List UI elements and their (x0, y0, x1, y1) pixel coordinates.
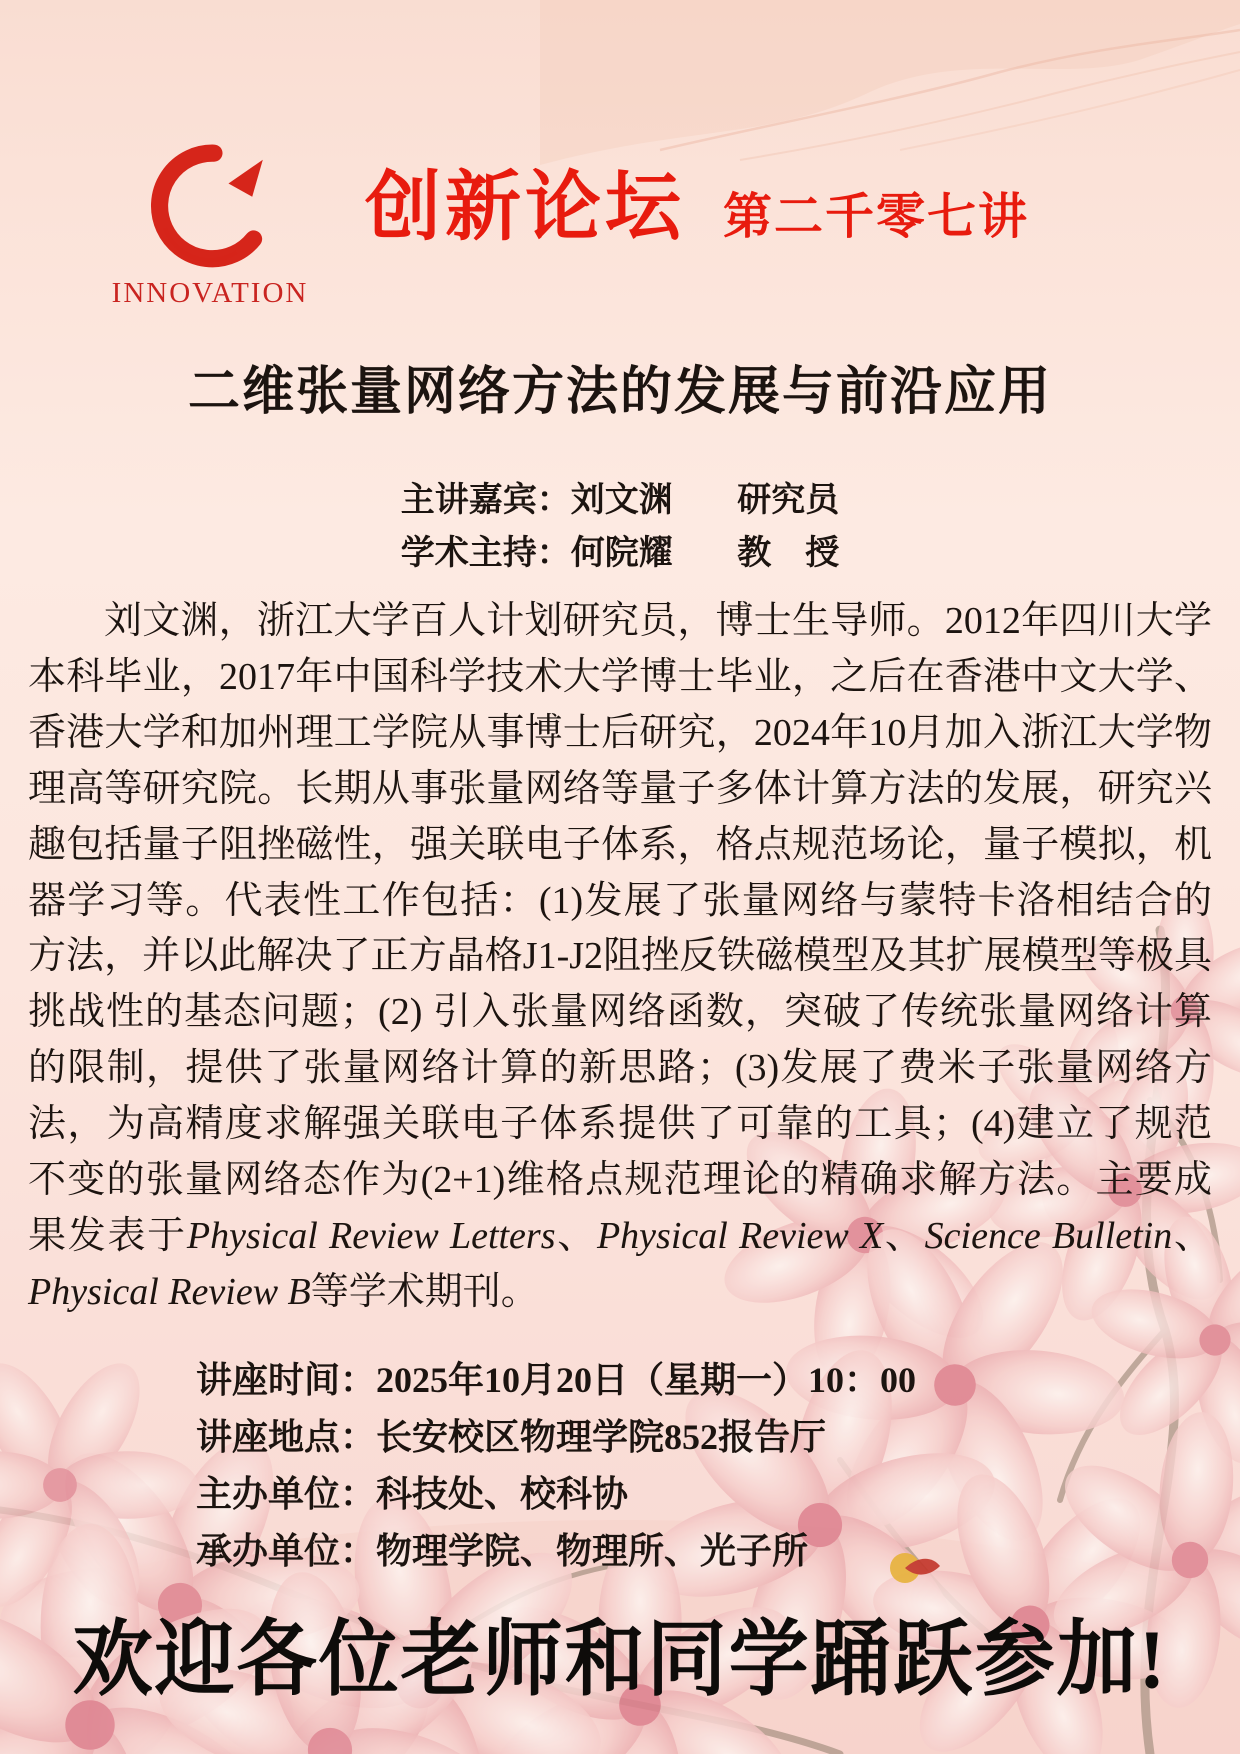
detail-row (196, 1352, 916, 1409)
bio-text: 、 (555, 1214, 597, 1257)
host-label: 学术主持： (400, 535, 571, 572)
innovation-brush-circle-icon (115, 136, 305, 268)
speaker-label: 主讲嘉宾： (400, 482, 571, 519)
detail-value: 物理学院、物理所、光子所 (376, 1531, 809, 1571)
innovation-logo-text: INNOVATION (111, 277, 309, 309)
journal-name: Physical Review X (596, 1214, 884, 1257)
journal-name: Physical Review Letters (186, 1214, 556, 1257)
journal-name: Physical Review B (28, 1270, 311, 1313)
detail-row (196, 1409, 916, 1466)
speaker-title: 研究员 (737, 482, 840, 519)
detail-label: 主办单位： (196, 1474, 377, 1514)
host-line (0, 527, 1240, 580)
detail-value: 科技处、校科协 (376, 1474, 629, 1514)
roles-block (0, 474, 1240, 580)
host-name: 何院耀 (570, 535, 673, 572)
detail-value: 2025年10月20日（星期一）10：00 (376, 1360, 917, 1400)
detail-value: 长安校区物理学院852报告厅 (376, 1417, 827, 1457)
lecture-title: 二维张量网络方法的发展与前沿应用 (187, 364, 1052, 421)
mountain-ridge-art (540, 0, 1240, 165)
innovation-logo (100, 136, 320, 310)
bio-paragraph (28, 594, 1212, 1321)
bio-text: 等学术期刊。 (310, 1270, 539, 1313)
detail-row (196, 1466, 916, 1523)
bio-text: 、 (1172, 1214, 1212, 1257)
welcome-banner: 欢迎各位老师和同学踊跃参加! (72, 1614, 1168, 1707)
detail-label: 承办单位： (196, 1531, 377, 1571)
detail-row (196, 1523, 916, 1580)
bio-text: 刘文渊，浙江大学百人计划研究员，博士生导师。2012年四川大学本科毕业，2017年中国科学技术大学博士毕业，之后在香港中文大学、香港大学和加州理工学院从事博士后研究，2024年10月加入浙江大学物理高等研究院。长期从事张量网络等量子多体计算方法的发展，研究兴趣包括量子阻挫磁性，强关联电子体系，格点规范场论，量子模拟，机器学习等。代表性工作包括：(1)发展了张量网络与蒙特卡洛相结合的方法，并以此解决了正方晶格J1-J2阻挫反铁磁模型及其扩展模型等极具挑战性的基态问题；(2) 引入张量网络函数，突破了传统张量网络计算的限制，提供了张量网络计算的新思路；(3)发展了费米子张量网络方法，为高精度求解强关联电子体系提供了可靠的工具；(4)建立了规范不变的张量网络态作为(2+1)维格点规范理论的精确求解方法。主要成果发表于 (28, 600, 1212, 1257)
forum-title: 创新论坛 (365, 165, 685, 250)
speaker-name: 刘文渊 (570, 482, 673, 519)
lecture-number: 第二千零七讲 (723, 190, 1030, 244)
lecture-details (196, 1352, 916, 1580)
journal-name: Science Bulletin (924, 1214, 1173, 1257)
host-title: 教 授 (737, 535, 840, 572)
header-title-row (365, 146, 1029, 255)
detail-label: 讲座时间： (196, 1360, 377, 1400)
speaker-line (0, 474, 1240, 527)
detail-label: 讲座地点： (196, 1417, 377, 1457)
bio-text: 、 (883, 1214, 925, 1257)
